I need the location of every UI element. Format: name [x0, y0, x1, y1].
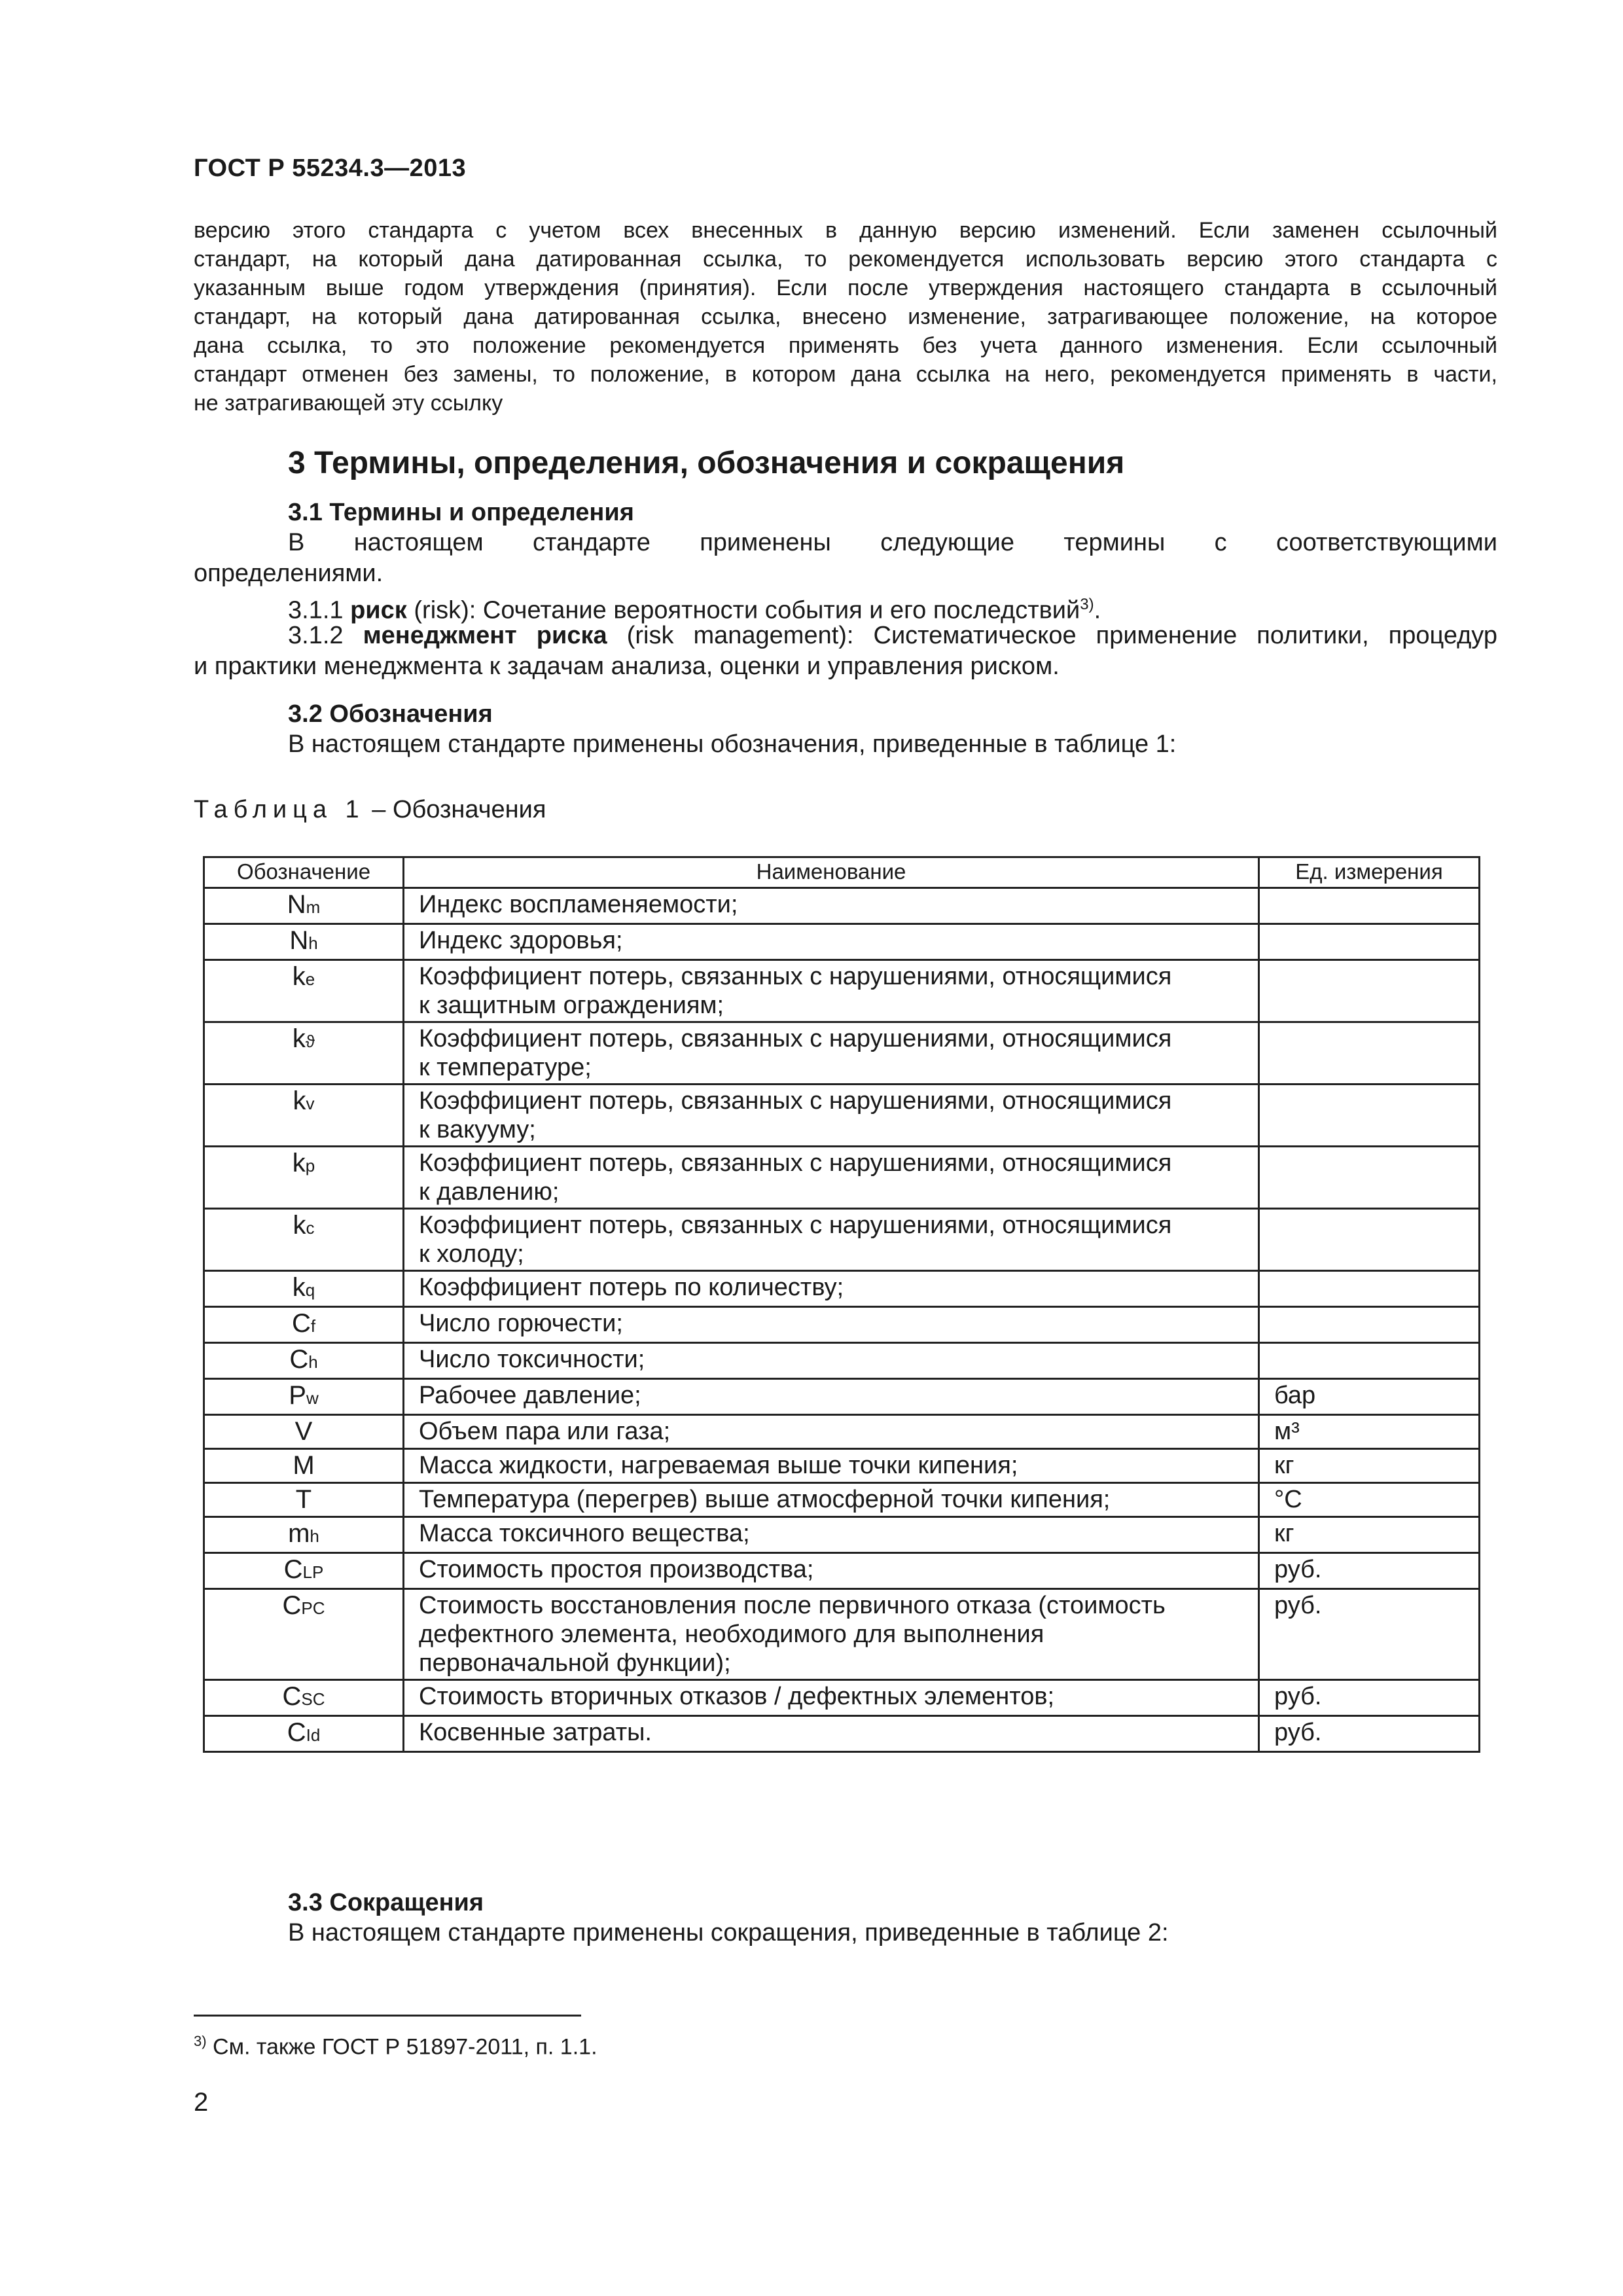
section-3-1-intro-line1: В настоящем стандарте применены следующие термины с соответствующими [288, 529, 1497, 556]
term-definition: Сочетание вероятности события и его последствий [482, 596, 1080, 624]
symbol: C [282, 1591, 302, 1620]
name-cell [404, 1379, 1259, 1415]
symbol-subscript: q [305, 1280, 315, 1300]
designation-cell [204, 1147, 404, 1209]
designation-cell [204, 1271, 404, 1307]
symbol-subscript: e [305, 969, 315, 989]
section-3-1-heading: 3.1 Термины и определения [288, 499, 634, 526]
section-3-2-heading: 3.2 Обозначения [288, 700, 493, 728]
term-definition-part1: Систематическое применение политики, процедур [873, 622, 1498, 649]
intro-line: стандарт, на который дана датированная ссылка, внесено изменение, затрагивающее положение, на которое [194, 304, 1497, 329]
table-row [204, 1680, 1480, 1716]
table-row [204, 1022, 1480, 1085]
name-line: Объем пара или газа; [419, 1418, 671, 1445]
designation-cell [204, 960, 404, 1022]
table-caption-label: Таблица 1 [194, 796, 365, 823]
symbol-subscript: PC [301, 1598, 325, 1618]
unit-cell [1259, 1022, 1480, 1085]
footnote-mark: 3) [194, 2033, 207, 2049]
unit-cell [1259, 1343, 1480, 1379]
designation-cell [204, 924, 404, 960]
symbol: V [294, 1417, 313, 1446]
unit-cell [1259, 1085, 1480, 1147]
section-3-2-text: В настоящем стандарте применены обозначения, приведенные в таблице 1: [288, 730, 1177, 758]
name-cell [404, 960, 1259, 1022]
name-line: Стоимость восстановления после первичного отказа (стоимость [419, 1592, 1166, 1619]
name-cell [404, 1343, 1259, 1379]
table-1-caption [194, 796, 546, 824]
name-cell [404, 1307, 1259, 1343]
designation-cell [204, 1022, 404, 1085]
symbol-subscript: LP [302, 1562, 324, 1582]
name-line: к защитным ограждениям; [419, 992, 724, 1019]
designation-cell [204, 1449, 404, 1483]
section-3-1-intro [194, 528, 1497, 589]
page-number: 2 [194, 2088, 209, 2117]
unit-cell [1259, 1209, 1480, 1271]
name-line: Стоимость вторичных отказов / дефектных элементов; [419, 1683, 1055, 1710]
symbol-subscript: h [310, 1526, 319, 1546]
symbol: C [289, 1345, 309, 1374]
symbol: C [283, 1555, 303, 1584]
symbol: k [293, 1086, 306, 1115]
symbol: C [287, 1718, 306, 1747]
name-line: Косвенные затраты. [419, 1719, 652, 1746]
table-row [204, 924, 1480, 960]
term-definition-part2: и практики менеджмента к задачам анализа, оценки и управления риском. [194, 653, 1060, 680]
unit-cell: кг [1259, 1517, 1480, 1553]
table-caption-dash: – [372, 796, 386, 823]
name-line: к давлению; [419, 1178, 560, 1206]
name-line: Коэффициент потерь, связанных с нарушениями, относящимися [419, 1025, 1172, 1052]
symbol: k [292, 1024, 306, 1053]
term-3-1-2 [194, 620, 1497, 682]
name-cell [404, 1449, 1259, 1483]
name-cell [404, 924, 1259, 960]
name-cell [404, 1415, 1259, 1449]
designation-cell [204, 1209, 404, 1271]
designation-cell [204, 1517, 404, 1553]
name-line: Число горючести; [419, 1310, 623, 1337]
name-line: Масса токсичного вещества; [419, 1520, 750, 1547]
name-line: Коэффициент потерь, связанных с нарушениями, относящимися [419, 1149, 1172, 1177]
name-cell [404, 1271, 1259, 1307]
symbol: N [287, 890, 306, 919]
section-3-1-intro-line2: определениями. [194, 560, 383, 587]
symbol: m [288, 1519, 310, 1548]
term-english: (risk): [414, 596, 476, 624]
designation-cell [204, 1415, 404, 1449]
name-line: Масса жидкости, нагреваемая выше точки кипения; [419, 1452, 1018, 1479]
table-row [204, 1085, 1480, 1147]
table-row [204, 1449, 1480, 1483]
symbol-subscript: Id [306, 1725, 321, 1745]
unit-cell [1259, 924, 1480, 960]
document-code-header: ГОСТ Р 55234.3—2013 [194, 154, 467, 182]
table-header-row [204, 857, 1480, 888]
table-row [204, 1716, 1480, 1752]
symbol: P [289, 1381, 306, 1410]
symbol-subscript: SC [301, 1689, 325, 1709]
unit-cell: руб. [1259, 1716, 1480, 1752]
designations-table [203, 856, 1480, 1753]
unit-cell: кг [1259, 1449, 1480, 1483]
symbol-subscript: p [305, 1156, 315, 1175]
name-line: Температура (перегрев) выше атмосферной точки кипения; [419, 1486, 1111, 1513]
name-line: первоначальной функции); [419, 1649, 731, 1677]
table-row [204, 960, 1480, 1022]
symbol: k [292, 962, 306, 991]
symbol: k [293, 1211, 306, 1240]
term-name: риск [350, 596, 407, 624]
footnote-reference: 3) [1080, 596, 1094, 613]
name-cell [404, 1022, 1259, 1085]
table-row [204, 1589, 1480, 1680]
name-line: Индекс здоровья; [419, 927, 623, 954]
name-line: Стоимость простоя производства; [419, 1556, 814, 1583]
name-cell [404, 1589, 1259, 1680]
table-row [204, 1209, 1480, 1271]
table-row [204, 1343, 1480, 1379]
unit-cell: °C [1259, 1483, 1480, 1517]
symbol: M [293, 1451, 315, 1480]
symbol-subscript: f [310, 1316, 316, 1336]
symbol-subscript: v [306, 1094, 315, 1113]
designation-cell [204, 1716, 404, 1752]
name-cell [404, 1716, 1259, 1752]
unit-cell [1259, 888, 1480, 924]
unit-cell: руб. [1259, 1589, 1480, 1680]
symbol-subscript: w [306, 1388, 319, 1408]
section-3-3-text: В настоящем стандарте применены сокращения, приведенные в таблице 2: [288, 1919, 1169, 1946]
name-line: дефектного элемента, необходимого для выполнения [419, 1621, 1044, 1648]
name-line: Рабочее давление; [419, 1382, 641, 1409]
symbol: k [292, 1149, 306, 1177]
table-row [204, 1483, 1480, 1517]
table-row [204, 1517, 1480, 1553]
designation-cell [204, 1483, 404, 1517]
term-number: 3.1.2 [288, 622, 344, 649]
unit-cell [1259, 1147, 1480, 1209]
header-unit: Ед. измерения [1259, 857, 1480, 888]
intro-line: не затрагивающей эту ссылку [194, 391, 503, 416]
unit-cell [1259, 1271, 1480, 1307]
unit-cell: руб. [1259, 1680, 1480, 1716]
section-3-heading: 3 Термины, определения, обозначения и сокращения [288, 446, 1125, 480]
symbol-subscript: h [308, 1352, 318, 1372]
name-cell [404, 1483, 1259, 1517]
symbol-subscript: h [308, 933, 318, 953]
intro-line: стандарт отменен без замены, то положение, в котором дана ссылка на него, рекомендуется применять в части, [194, 362, 1497, 387]
name-line: Коэффициент потерь, связанных с нарушениями, относящимися [419, 1087, 1172, 1115]
table-row [204, 1553, 1480, 1589]
section-3-3-heading: 3.3 Сокращения [288, 1889, 484, 1916]
intro-paragraph [194, 216, 1497, 418]
table-row [204, 1379, 1480, 1415]
intro-line: указанным выше годом утверждения (принятия). Если после утверждения настоящего стандарта в ссылочный [194, 276, 1497, 300]
term-number: 3.1.1 [288, 596, 344, 624]
unit-cell [1259, 1307, 1480, 1343]
header-designation: Обозначение [204, 857, 404, 888]
term-english: (risk management): [626, 622, 854, 649]
footnote-text: См. также ГОСТ Р 51897-2011, п. 1.1. [213, 2034, 597, 2060]
name-line: Индекс воспламеняемости; [419, 891, 738, 918]
name-cell [404, 888, 1259, 924]
table-row [204, 888, 1480, 924]
symbol: k [292, 1273, 306, 1302]
designation-cell [204, 1680, 404, 1716]
intro-line: версию этого стандарта с учетом всех внесенных в данную версию изменений. Если заменен ссылочный [194, 218, 1497, 243]
footnote-separator [194, 2015, 581, 2017]
designation-cell [204, 1085, 404, 1147]
table-row [204, 1147, 1480, 1209]
name-line: Коэффициент потерь, связанных с нарушениями, относящимися [419, 1211, 1172, 1239]
unit-cell: м³ [1259, 1415, 1480, 1449]
designation-cell [204, 1343, 404, 1379]
term-name: менеджмент риска [363, 622, 607, 649]
designation-cell [204, 1307, 404, 1343]
name-line: к температуре; [419, 1054, 592, 1081]
name-line: Коэффициент потерь по количеству; [419, 1274, 844, 1301]
symbol-subscript: c [306, 1218, 315, 1238]
term-end: . [1094, 596, 1101, 624]
name-cell [404, 1085, 1259, 1147]
name-line: Коэффициент потерь, связанных с нарушениями, относящимися [419, 963, 1172, 990]
symbol-subscript: m [306, 897, 321, 917]
table-caption-title: Обозначения [392, 796, 546, 823]
symbol: C [282, 1682, 302, 1711]
symbol: C [291, 1309, 311, 1338]
unit-cell: бар [1259, 1379, 1480, 1415]
unit-cell: руб. [1259, 1553, 1480, 1589]
table-body [204, 888, 1480, 1752]
designation-cell [204, 888, 404, 924]
symbol-subscript: ϑ [305, 1031, 315, 1051]
intro-line: дана ссылка, то это положение рекомендуется применять без учета данного изменения. Если ссылочный [194, 333, 1497, 358]
footnote [194, 2033, 597, 2060]
term-3-1-2-line1 [194, 620, 1497, 651]
designation-cell [204, 1379, 404, 1415]
symbol: T [295, 1485, 312, 1514]
intro-line: стандарт, на который дана датированная ссылка, то рекомендуется использовать версию этого стандарта с [194, 247, 1497, 272]
name-cell [404, 1517, 1259, 1553]
name-cell [404, 1209, 1259, 1271]
name-line: к холоду; [419, 1240, 524, 1268]
table-row [204, 1415, 1480, 1449]
symbol: N [289, 926, 309, 955]
name-cell [404, 1553, 1259, 1589]
designation-cell [204, 1589, 404, 1680]
designation-cell [204, 1553, 404, 1589]
name-cell [404, 1680, 1259, 1716]
table-row [204, 1271, 1480, 1307]
name-line: Число токсичности; [419, 1346, 645, 1373]
header-name: Наименование [404, 857, 1259, 888]
table-row [204, 1307, 1480, 1343]
name-cell [404, 1147, 1259, 1209]
name-line: к вакууму; [419, 1116, 536, 1143]
unit-cell [1259, 960, 1480, 1022]
